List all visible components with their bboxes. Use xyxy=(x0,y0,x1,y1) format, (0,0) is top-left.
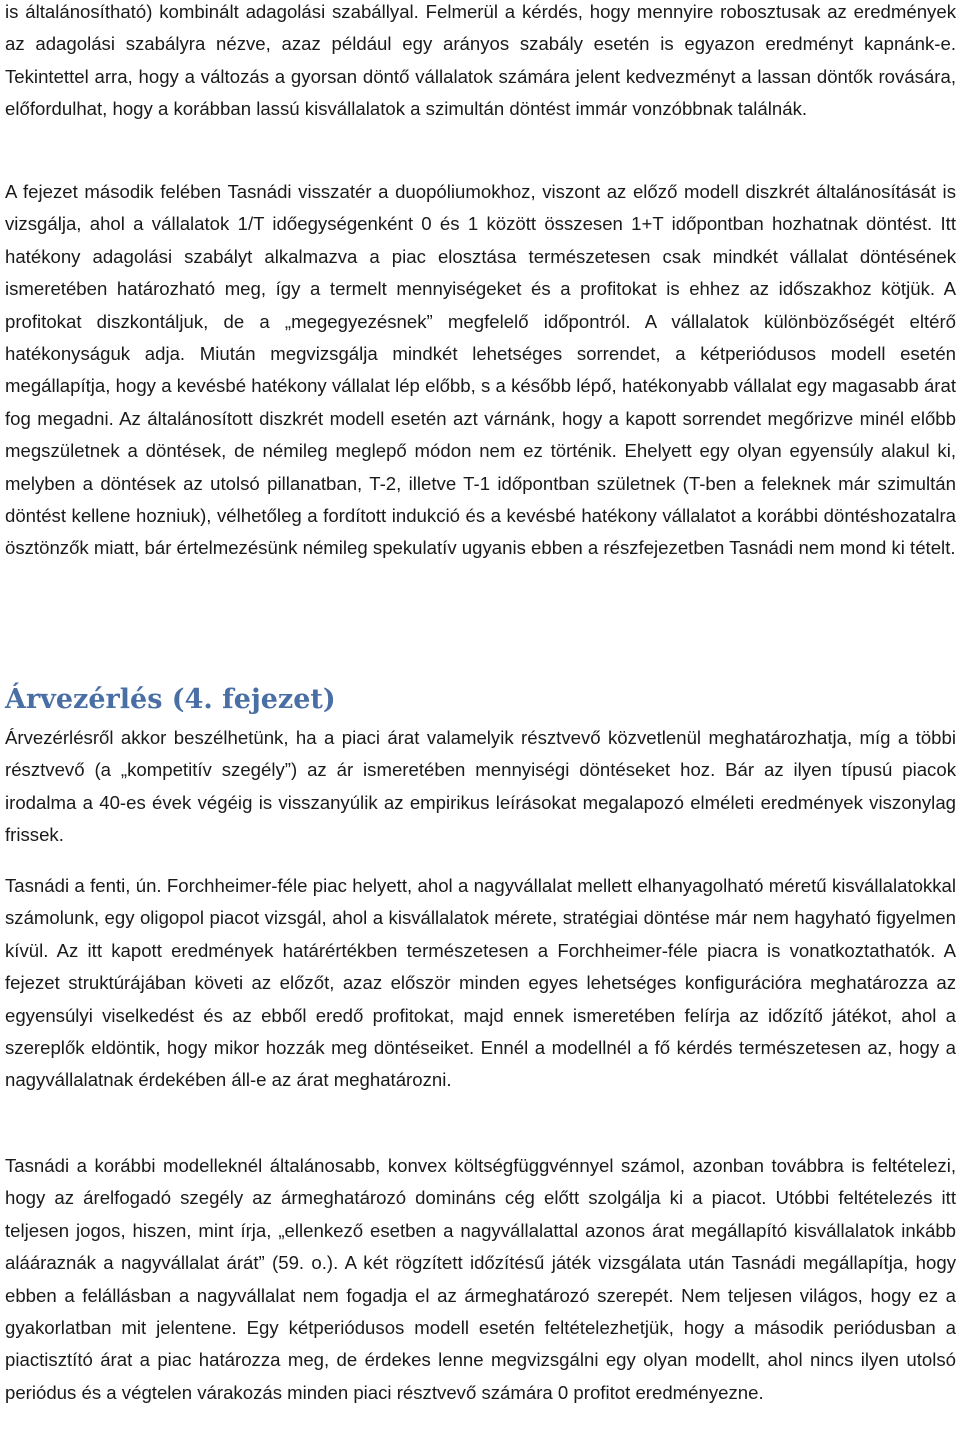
paragraph-oligopoly-market: Tasnádi a fenti, ún. Forchheimer-féle piac helyett, ahol a nagyvállalat mellett elhanyagolható méretű kisvállalatokkal számolunk, egy oligopol piacot vizsgál, ahol a kisvállalatok mérete, stratégiai döntése már nem hagyható figyelmen kívül. Az itt kapott eredmények határértékben természetesen a Forchheimer-féle piacra is vonatkoztathatók. A fejezet struktúrájában követi az előzőt, azaz először minden egyes lehetséges konfigurációra meghatározza az egyensúlyi viselkedést és az ebből eredő profitokat, majd ennek ismeretében felírja az időzítő játékot, ahol a szereplők eldöntik, hogy mikor hozzák meg döntéseiket. Ennél a modellnél a fő kérdés természetesen az, hogy a nagyvállalatnak érdekében áll-e az árat meghatározni. xyxy=(5,875,956,1091)
section-heading-price-leadership: Árvezérlés (4. fejezet) xyxy=(5,684,336,715)
paragraph-intro-continuation: is általánosítható) kombinált adagolási szabállyal. Felmerül a kérdés, hogy mennyire robosztusak az eredmények az adagolási szabályra nézve, azaz például egy arányos szabály esetén is egyazon eredményt kapnánk-e. Tekintettel arra, hogy a változás a gyorsan döntő vállalatok számára jelent kedvezményt a lassan döntők rovására, előfordulhat, hogy a korábban lassú kisvállalatok a szimultán döntést immár vonzóbbnak találnák. xyxy=(5,1,956,120)
paragraph-price-leadership-definition: Árvezérlésről akkor beszélhetünk, ha a piaci árat valamelyik résztvevő közvetlenül meghatározhatja, míg a többi résztvevő (a „kompetitív szegély”) az ár ismeretében mennyiségi döntéseket hoz. Bár az ilyen típusú piacok irodalma a 40-es évek végéig is visszanyúlik az empirikus leírásokat megalapozó elméleti eredmények viszonylag frissek. xyxy=(5,727,956,846)
paragraph-convex-cost-model: Tasnádi a korábbi modelleknél általánosabb, konvex költségfüggvénnyel számol, azonban továbbra is feltételezi, hogy az árelfogadó szegély az ármeghatározó domináns cég előtt szolgálja ki a piacot. Utóbbi feltételezés itt teljesen jogos, hiszen, mint írja, „ellenkező esetben a nagyvállalattal azonos árat megállapító kisvállalatok inkább alááraznák a nagyvállalat árát” (59. o.). A két rögzített időzítésű játék vizsgálata után Tasnádi megállapítja, hogy ebben a felállásban a nagyvállalat nem fogadja el az ármeghatározó szerepét. Nem teljesen világos, hogy ez a gyakorlatban mit jelentene. Egy kétperiódusos modell esetén feltételezhetjük, hogy a második periódusban a piactisztító árat a piac határozza meg, de érdekes lenne megvizsgálni egy olyan modellt, ahol nincs ilyen utolsó periódus és a végtelen várakozás minden piaci résztvevő számára 0 profitot eredményezne. xyxy=(5,1155,956,1403)
paragraph-duopoly-discrete-model: A fejezet második felében Tasnádi visszatér a duopóliumokhoz, viszont az előző modell diszkrét általánosítását is vizsgálja, ahol a vállalatok 1/T időegységenként 0 és 1 között összesen 1+T időpontban hozhatnak döntést. Itt hatékony adagolási szabályt alkalmazva a piac elosztása természetesen csak mindkét vállalat döntésének ismeretében határozható meg, így a termelt mennyiségeket és a profitokat is ehhez az időszakhoz kötjük. A profitokat diszkontáljuk, de a „megegyezésnek” megfelelő időpontról. A vállalatok különbözőségét eltérő hatékonyságuk adja. Miután megvizsgálja mindkét lehetséges sorrendet, a kétperiódusos modell esetén megállapítja, hogy a kevésbé hatékony vállalat lép előbb, s a később lépő, hatékonyabb vállalat egy magasabb árat fog megadni. Az általánosított diszkrét modell esetén azt várnánk, hogy a kapott sorrendet megőrizve minél előbb megszületnek a döntések, de némileg meglepő módon nem ez történik. Ehelyett egy olyan egyensúly alakul ki, melyben a döntések az utolsó pillanatban, T-2, illetve T-1 időpontban születnek (T-ben a feleknek már szimultán döntést kellene hozniuk), vélhetőleg a fordított indukció és a kevésbé hatékony vállalatot a korábbi döntéshozatalra ösztönzők miatt, bár értelmezésünk némileg spekulatív ugyanis ebben a részfejezetben Tasnádi nem mond ki tételt. xyxy=(5,181,956,559)
